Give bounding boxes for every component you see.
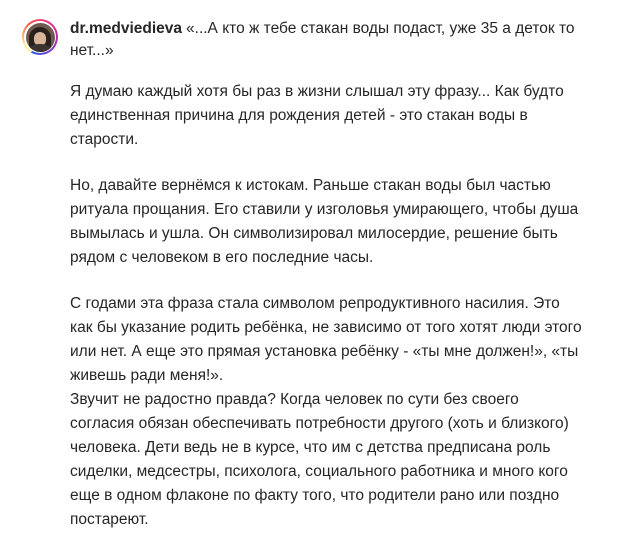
caption-body <box>22 80 599 532</box>
caption-paragraph: С годами эта фраза стала символом репродуктивного насилия. Это как бы указание родить ребёнка, не зависимо от того хотят люди этого или нет. А еще это прямая установка ребёнку - «ты мне должен!», «ты живешь ради меня!». <box>70 295 582 384</box>
avatar[interactable] <box>22 19 58 55</box>
caption-header-text <box>70 18 599 62</box>
profile-avatar-icon <box>26 23 55 52</box>
avatar-ring-inner <box>24 21 56 53</box>
username-link[interactable]: dr.medviedieva <box>70 20 183 37</box>
post-header <box>22 18 599 62</box>
caption-paragraph: Я думаю каждый хотя бы раз в жизни слышал эту фразу... Как будто единственная причина для рождения детей - это стакан воды в старости. <box>70 83 564 148</box>
caption-paragraph: Звучит не радостно правда? Когда человек по сути без своего согласия обязан обеспечивать потребности другого (хоть и близкого) человека. Дети ведь не в курсе, что им с детства предписана роль сиделки, медсестры, психолога, социального работника и много кого еще в одном флаконе по факту того, что родители рано или поздно постареют. <box>70 391 569 528</box>
caption-headline: «...А кто ж тебе стакан воды подаст, уже 35 а деток то нет...» <box>70 20 575 59</box>
caption-paragraph: Но, давайте вернёмся к истокам. Раньше стакан воды был частью ритуала прощания. Его ставили у изголовья умирающего, чтобы душа вымылась и ушла. Он символизировал милосердие, решение быть рядом с человеком в его последние часы. <box>70 177 579 266</box>
